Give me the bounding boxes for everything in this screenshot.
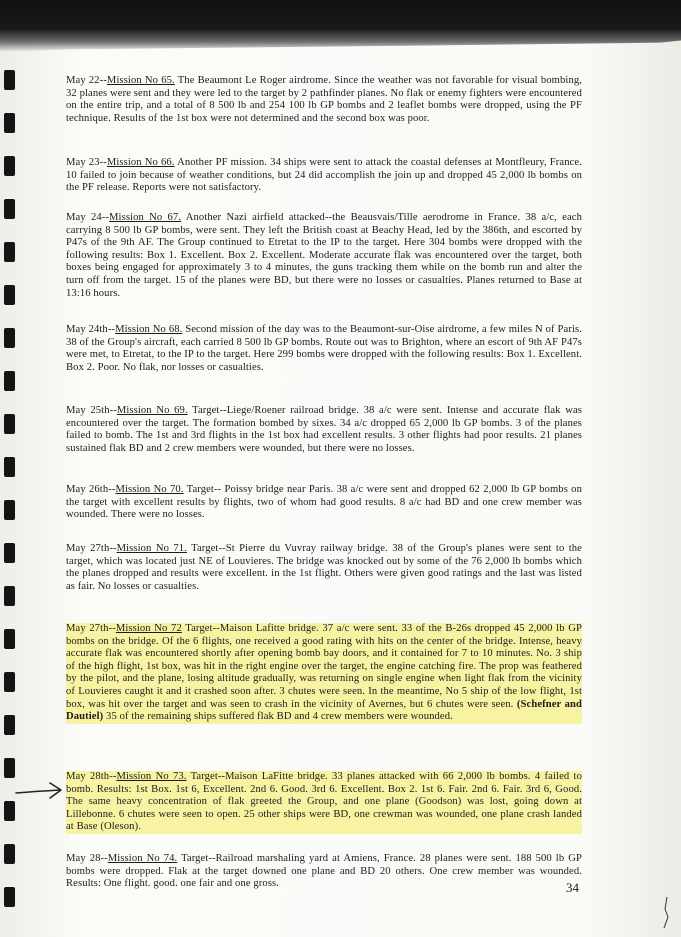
binding-hole	[4, 457, 15, 477]
binding-hole	[4, 758, 15, 778]
mission-entry-highlighted	[66, 623, 582, 724]
entry-date: May 28--	[66, 853, 108, 864]
mission-entry-highlighted	[66, 771, 582, 834]
pen-mark-icon	[655, 895, 675, 930]
mission-label: Mission No 69.	[116, 405, 188, 416]
crew-names: (Schefner and Dautiel)	[66, 698, 582, 723]
mission-entry	[66, 157, 582, 195]
entry-date: May 27th--	[66, 543, 117, 554]
binding-hole	[4, 328, 15, 348]
entry-text: The Beaumont Le Roger airdrome. Since the weather was not favorable for visual bombing, 32 planes were sent and they were led to the target by 2 pathfinder planes. No flak or enemy fighters were encountered on the entire trip, and a total of 8 500 lb and 254 100 lb GP bombs and 2 leaflet bombs were dropped, using the PF technique. Results of the 1st box were not determined and the second box was poor.	[66, 75, 582, 124]
mission-entry	[66, 484, 582, 522]
entry-date: May 23--	[66, 157, 107, 168]
entry-text: Target--Railroad marshaling yard at Amiens, France. 28 planes were sent. 188 500 lb GP bombs were dropped. Flak at the target downed one plane and BD 20 others. One crew member was wounded. Results: One flight. good. one fair and one gross.	[66, 853, 582, 890]
binding-hole	[4, 113, 15, 133]
entry-date: May 22--	[66, 75, 107, 86]
entry-text: Another PF mission. 34 ships were sent to attack the coastal defenses at Montfleury, France. 10 failed to join because of weather conditions, but 24 did accomplish the join up and dropped 45 2,000 lb bombs on the PF release. Reports were not satisfactory.	[66, 157, 582, 194]
binding-hole	[4, 371, 15, 391]
entry-date: May 24th--	[66, 324, 116, 335]
mission-entry	[66, 543, 582, 593]
mission-label: Mission No 73.	[116, 771, 187, 782]
binding-hole	[4, 70, 15, 90]
mission-label: Mission No 68.	[115, 324, 183, 335]
mission-entry	[66, 75, 582, 125]
binding-hole	[4, 715, 15, 735]
mission-label: Mission No 67.	[109, 212, 182, 223]
entry-date: May 28th--	[66, 771, 117, 782]
mission-entry	[66, 324, 582, 374]
binding-hole	[4, 500, 15, 520]
scan-shadow	[0, 0, 681, 52]
entry-text: Second mission of the day was to the Beaumont-sur-Oise airdrome, a few miles N of Paris. 38 of the Group's aircraft, each carried 8 500 lb GP bombs. Route out was to Brighton, where an escort of 9th AF P47s were met, to Etretat, to the IP to the target. Here 299 bombs were dropped with the following results: Box 1. Excellent. Box 2. Poor. No flak, nor losses or casualties.	[66, 324, 582, 373]
mission-entry	[66, 853, 582, 891]
entry-date: May 24--	[66, 212, 110, 223]
binding-hole	[4, 672, 15, 692]
entry-text-end: 35 of the remaining ships suffered flak BD and 4 crew members were wounded.	[103, 711, 453, 723]
mission-label: Mission No 71.	[116, 543, 187, 554]
mission-label: Mission No 72	[115, 623, 182, 634]
binding-hole	[4, 242, 15, 262]
binding-hole	[4, 414, 15, 434]
binding-hole	[4, 199, 15, 219]
hand-drawn-arrow-icon	[14, 780, 66, 802]
mission-entry	[66, 405, 582, 455]
binding-hole	[4, 285, 15, 305]
entry-text: Target--Liege/Roener railroad bridge. 38 a/c were sent. Intense and accurate flak was encountered over the target. The formation bombed by sixes. 34 a/c dropped 65 2,000 lb GP bombs. 3 of the planes failed to bomb. The 1st and 3rd flights in the 1st box had excellent results. 3 other flights had poor results. 21 planes sustained flak BD and 2 crew members were wounded, but there were no losses.	[66, 405, 582, 454]
mission-label: Mission No 70.	[115, 484, 184, 495]
entry-text: Another Nazi airfield attacked--the Beausvais/Tille aerodrome in France. 38 a/c, each carrying 8 500 lb GP bombs, were sent. They left the British coast at Beachy Head, led by the 386th, and escorted by P47s of the 9th AF. The Group continued to Etretat to the IP to the target. Here 304 bombs were dropped with the following results: Box 1. Excellent. Box 2. Excellent. Moderate accurate flak was encountered over the target, both boxes being engaged for approximately 3 to 4 minutes, the guns tracking them while on the bomb run and alter the turn off from the target. 15 of the planes were BD, but there were no losses or casualties. Planes returned to Base at 13:16 hours.	[66, 212, 582, 299]
binding-hole	[4, 887, 15, 907]
entry-date: May 26th--	[66, 484, 116, 495]
binding-hole	[4, 801, 15, 821]
page-number: 34	[566, 880, 579, 895]
binding-hole	[4, 629, 15, 649]
mission-label: Mission No 74.	[107, 853, 178, 864]
mission-label: Mission No 65.	[106, 75, 175, 86]
entry-text: Target-- Poissy bridge near Paris. 38 a/c were sent and dropped 62 2,000 lb GP bombs on the target with excellent results by flights, two of whom had good results. 8 a/c had BD and one crew member was wounded. There were no losses.	[66, 484, 582, 521]
mission-label: Mission No 66.	[106, 157, 175, 168]
entry-text: Target--Maison Lafitte bridge. 37 a/c were sent. 33 of the B-26s dropped 45 2,000 lb GP bombs on the bridge. Of the 6 flights, one received a good rating with hits on the center of the bridge. Intense, heavy accurate flak was encountered shortly after opening bomb bay doors, and it contained for 7 to 10 minutes. No. 3 ship of the high flight, 1st box, was hit in the right engine over the target, the engine catching fire. The prop was feathered by the pilot, and the plane, losing altitude gradually, was returning on single engine when light flak from the vicinity of Louvieres caught it and it crashed soon after. 3 chutes were seen. In the meantime, No 5 ship of the low flight, 1st box, was hit over the target and was seen to crash in the vicinity of Avernes, but 6 chutes were seen.	[66, 623, 582, 710]
entry-date: May 25th--	[66, 405, 117, 416]
binding-hole	[4, 586, 15, 606]
binding-hole	[4, 156, 15, 176]
entry-text: Target--Maison LaFitte bridge. 33 planes attacked with 66 2,000 lb bombs. 4 failed to bomb. Results: 1st Box. 1st 6, Excellent. 2nd 6. Good. 3rd 6. Excellent. Box 2. 1st 6. Fair. 2nd 6. Fair. 3rd 6, Good. The same heavy concentration of flak greeted the Group, and one plane (Goodson) was lost, going down at Lillebonne. 6 chutes were seen to open. 25 other ships were BD, one crewman was wounded, one plane crash landed at Base (Oleson).	[66, 771, 582, 833]
entry-date: May 27th--	[66, 623, 116, 634]
mission-entry	[66, 212, 582, 300]
binding-hole	[4, 844, 15, 864]
entry-text: Target--St Pierre du Vuvray railway bridge. 38 of the Group's planes were sent to the target, which was located just NE of Louvieres. The bridge was knocked out by some of the 76 2,000 lb bombs which the planes dropped and results were excellent. in the 1st flight. Others were given good ratings and the last was listed as fair. No losses or casualties.	[66, 543, 582, 592]
binding-hole	[4, 543, 15, 563]
